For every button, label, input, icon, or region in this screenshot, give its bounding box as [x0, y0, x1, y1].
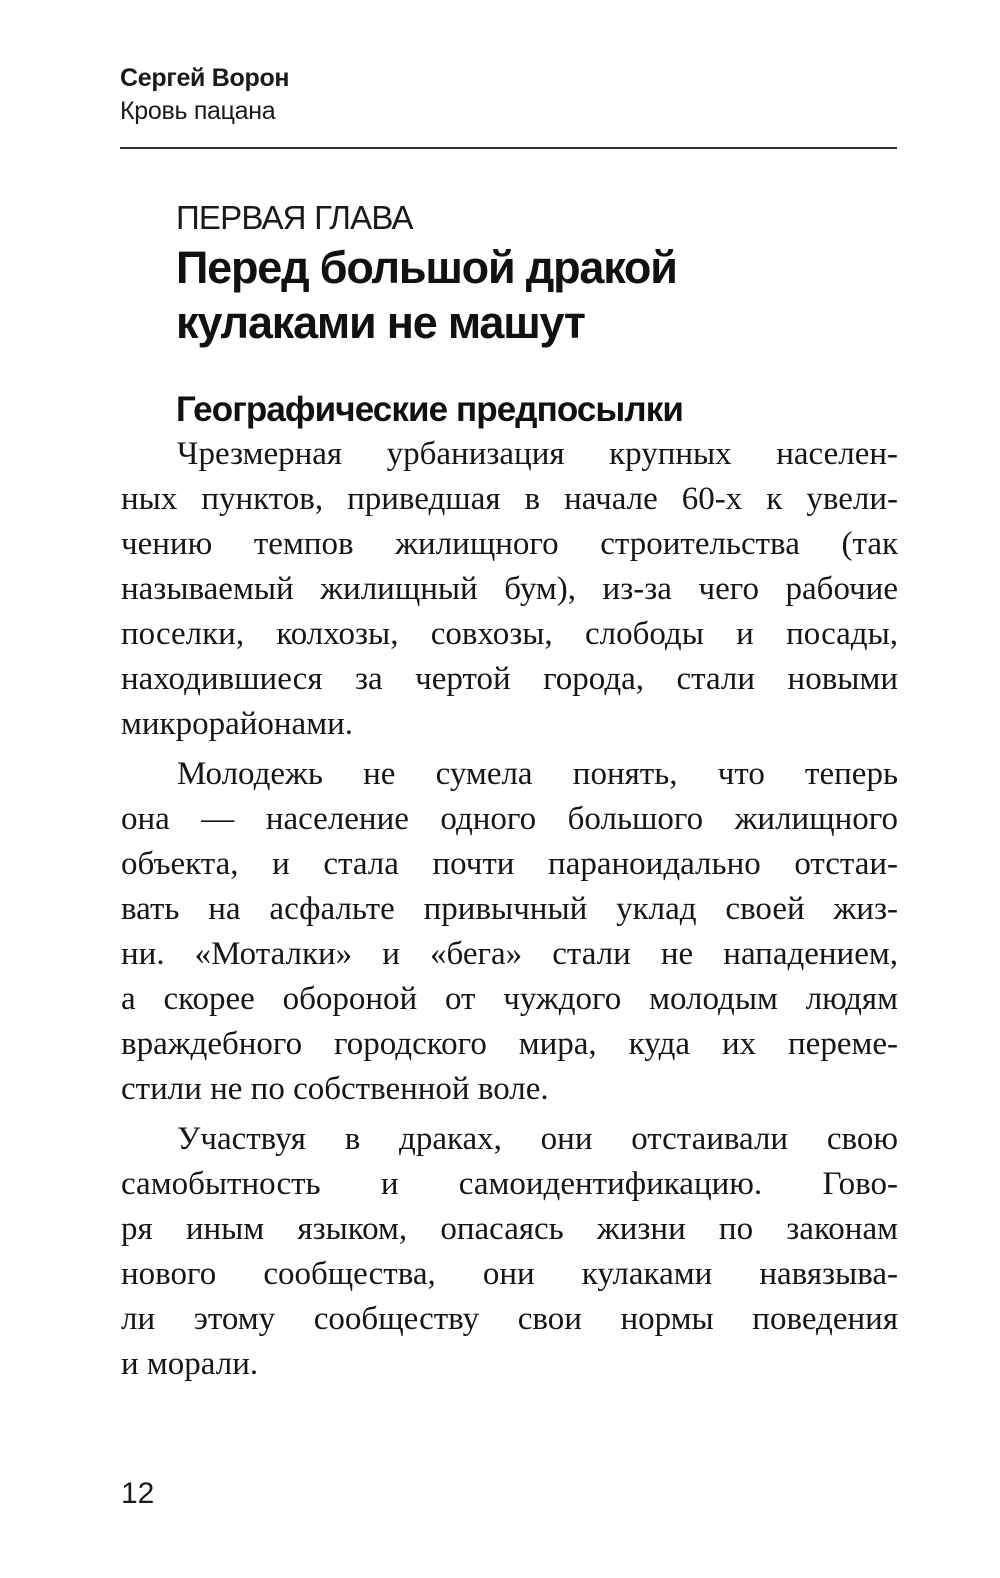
text-line: поселки, колхозы, совхозы, слободы и посады, [121, 616, 898, 652]
text-line: ных пунктов, приведшая в начале 60-х к увели- [121, 481, 898, 517]
author-name: Сергей Ворон [120, 64, 290, 92]
header-divider [120, 147, 897, 149]
text-line: микрорайонами. [121, 706, 353, 742]
text-line: вать на асфальте привычный уклад своей жиз- [121, 891, 898, 927]
text-line: Чрезмерная урбанизация крупных населен- [177, 436, 898, 472]
chapter-title [176, 240, 896, 350]
section-heading: Географические предпосылки [176, 390, 683, 429]
text-line: ни. «Моталки» и «бега» стали не нападением, [121, 936, 898, 972]
text-line: и морали. [121, 1346, 259, 1382]
text-line: ли этому сообществу свои нормы поведения [121, 1301, 898, 1337]
text-line: Молодежь не сумела понять, что теперь [177, 756, 898, 792]
body-text [121, 432, 898, 1392]
page-number: 12 [121, 1477, 155, 1510]
text-line: враждебного городского мира, куда их переме- [121, 1026, 898, 1062]
text-line: объекта, и стала почти параноидально отстаи- [121, 846, 898, 882]
book-title: Кровь пацана [120, 97, 276, 125]
text-line: нового сообщества, они кулаками навязыва- [121, 1256, 898, 1292]
chapter-heading [176, 196, 896, 350]
text-line: самобытность и самоидентификацию. Гово- [121, 1166, 898, 1202]
text-line: находившиеся за чертой города, стали новыми [121, 661, 898, 697]
text-line: стили не по собственной воле. [121, 1071, 549, 1107]
text-line: называемый жилищный бум), из-за чего рабочие [121, 571, 898, 607]
chapter-title-line: кулаками не машут [176, 297, 585, 348]
text-line: она — население одного большого жилищного [121, 801, 898, 837]
text-line: ря иным языком, опасаясь жизни по законам [121, 1211, 898, 1247]
paragraph [121, 1117, 898, 1387]
paragraph [121, 752, 898, 1112]
text-line: чению темпов жилищного строительства (так [121, 526, 898, 562]
text-line: Участвуя в драках, они отстаивали свою [177, 1121, 898, 1157]
chapter-label: ПЕРВАЯ ГЛАВА [176, 199, 413, 236]
paragraph [121, 432, 898, 747]
running-head [120, 62, 289, 128]
text-line: а скорее обороной от чуждого молодым людям [121, 981, 898, 1017]
chapter-title-line: Перед большой дракой [176, 242, 677, 293]
